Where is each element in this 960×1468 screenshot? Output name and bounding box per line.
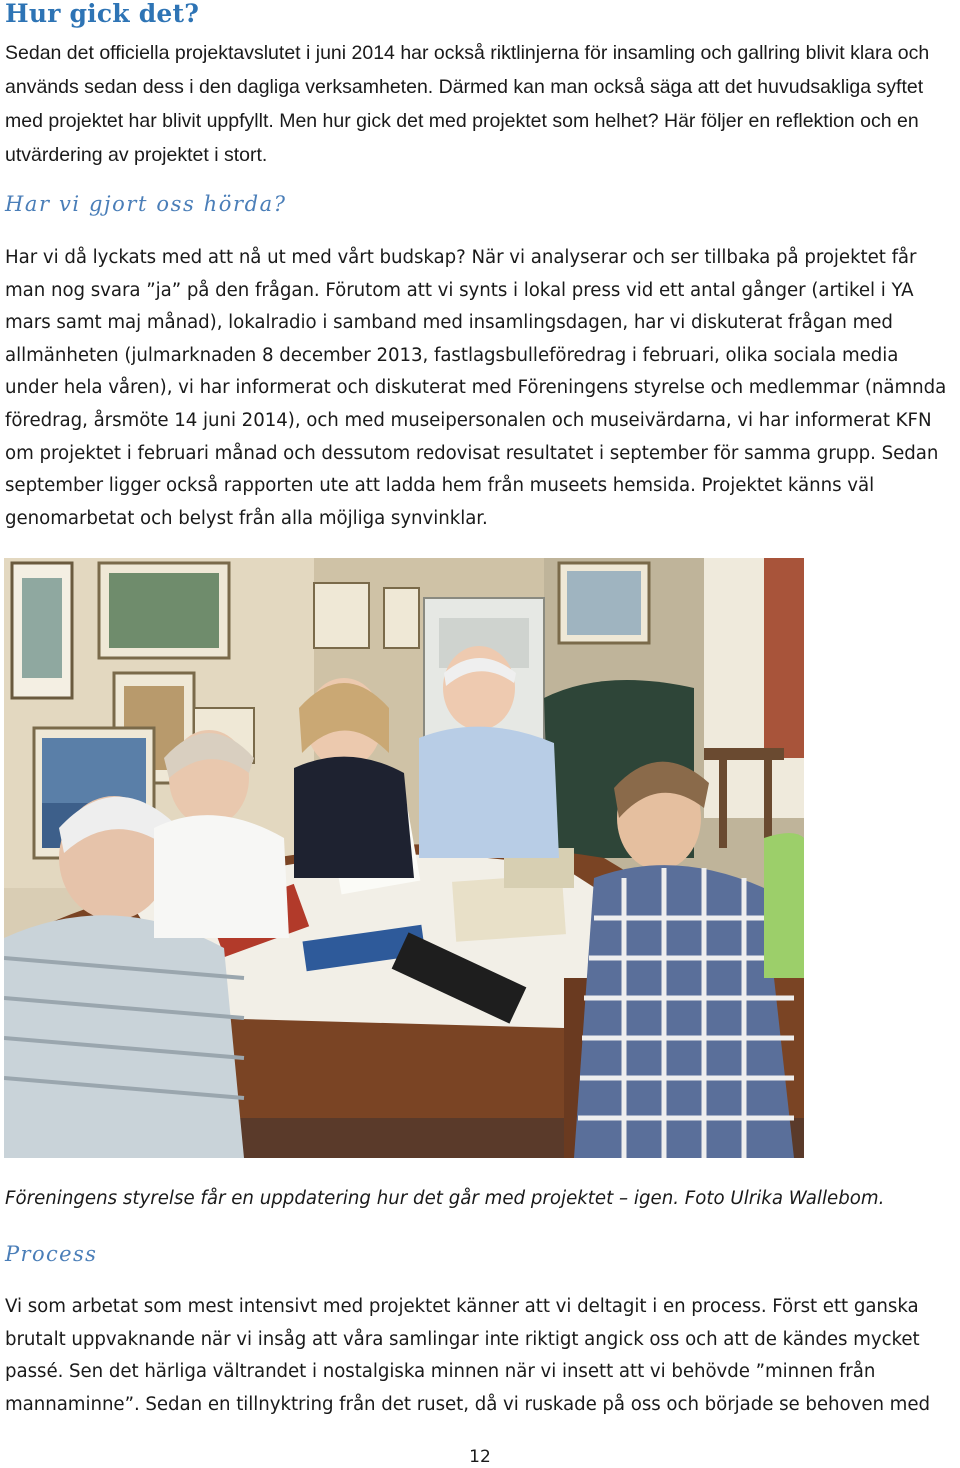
section-heading-hord: Har vi gjort oss hörda? [5,192,287,216]
section-heading-process: Process [5,1242,98,1266]
section-paragraph-hord: Har vi då lyckats med att nå ut med vårt budskap? När vi analyserar och ser tillbaka på projektet får man nog svara ”ja” på den frågan. Förutom att vi synts i lokal press vid ett antal gånger (artikel i YA mars samt maj månad), lokalradio i samband med insamlingsdagen, har vi diskuterat frågan med allmänheten (julmarknaden 8 december 2013, fastlagsbulleföredrag i februari, olika sociala media under hela våren), vi har informerat och diskuterat med Föreningens styrelse och medlemmar (nämnda föredrag, årsmöte 14 juni 2014), och med museipersonalen och museivärdarna, vi har informerat KFN om projektet i februari månad och dessutom redovisat resultatet i september för samma grupp. Sedan september ligger också rapporten ute att ladda hem från museets hemsida. Projektet känns väl genomarbetat och belyst från alla möjliga synvinklar. [5,247,947,529]
intro-paragraph: Sedan det officiella projektavslutet i juni 2014 har också riktlinjerna för insamling och gallring blivit klara och används sedan dess i den dagliga verksamheten. Därmed kan man också säga att det huvudsakliga syftet med projektet har blivit uppfyllt. Men hur gick det med projektet som helhet? Här följer en reflektion och en utvärdering av projektet i stort. [5,42,930,166]
meeting-photo [4,558,804,1158]
page-number: 12 [469,1447,491,1467]
section-paragraph-process: Vi som arbetat som mest intensivt med projektet känner att vi deltagit i en process. Först ett ganska brutalt uppvaknande när vi insåg att våra samlingar inte riktigt angick oss och att de kändes mycket passé. Sen det härliga vältrandet i nostalgiska minnen när vi insett att vi behövde ”minnen från mannaminne”. Sedan en tillnyktring från det ruset, då vi ruskade på oss och började se behoven med [5,1296,930,1415]
page-title: Hur gick det? [5,0,200,28]
photo-caption: Föreningens styrelse får en uppdatering hur det går med projektet – igen. Foto Ulrika Wallebom. [5,1188,885,1209]
